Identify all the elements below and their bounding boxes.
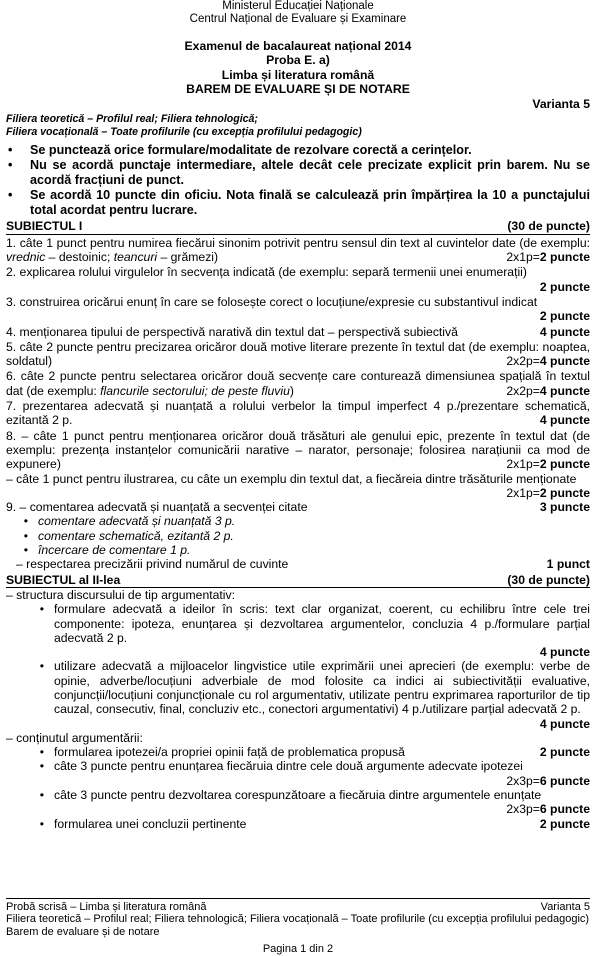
filiera-line-1: Filiera teoretică – Profilul real; Filiera tehnologică;: [6, 113, 258, 126]
item-4: 4. menționarea tipului de perspectivă narativă din textul dat – perspectivă subiectivă 4 puncte: [6, 324, 590, 339]
item-2: 2. explicarea rolului virgulelor în secvența indicată (de exemplu: separă termenii unei enumerații) 2 puncte: [6, 265, 590, 294]
content-item-1: • formularea ipotezei/a propriei opinii față de problematica propusă 2 puncte: [39, 745, 590, 760]
item-9-sub: • încercare de comentare 1 p.: [23, 543, 191, 558]
rule-item: • Nu se acordă punctaje intermediare, altele decât cele precizate explicit prin barem. Nu se acordă fracțiuni de punct.: [8, 158, 590, 188]
section-2-title: SUBIECTUL al II-lea: [6, 572, 121, 587]
footer-barem: Barem de evaluare și de notare: [6, 925, 160, 938]
section-1-points: (30 de puncte): [507, 219, 590, 234]
document-page: [6, 0, 590, 955]
item-9-words-score: 1 punct: [546, 557, 590, 572]
rule-item: • Se acordă 10 puncte din oficiu. Nota finală se calculează prin împărțirea la 10 a punctajului total acordat pentru lucrare.: [8, 188, 590, 218]
content-item-3: • câte 3 puncte pentru dezvoltarea corespunzătoare a fiecăruia dintre argumentele enunțate 2x3p=6 puncte: [39, 788, 590, 817]
exam-title: Examenul de bacalaureat național 2014: [184, 39, 412, 53]
structure-item-2: • utilizare adecvată a mijloacelor lingvistice utile exprimării unei aprecieri (de exemplu: verbe de opinie, adverbe/locuțiuni adverbiale de mod folosite ca indici ai subiectivității evaluative, conjuncții/locuțiuni conjuncționale cu rol argumentativ, utilizate pentru exprimarea raporturilor de tip cauzal, consecutiv, final, concluziv etc., conectori argumentativi) 4 p./utilizare parțial adecvată 2 p. 4 puncte: [39, 659, 590, 731]
general-rules: [6, 143, 590, 218]
variant-label: Varianta 5: [532, 97, 590, 112]
content-item-4: • formularea unei concluzii pertinente 2 puncte: [39, 816, 590, 831]
item-3: 3. construirea oricărui enunț în care se folosește corect o locuțiune/expresie cu substantivul indicat 2 puncte: [6, 294, 590, 324]
footer-variant: Varianta 5: [540, 901, 590, 913]
section-1-title: SUBIECTUL I: [6, 219, 83, 234]
content-heading: – conținutul argumentării:: [6, 730, 143, 745]
footer-filiera: Filiera teoretică – Profilul real; Filiera tehnologică; Filiera vocațională – Toate profilurile (cu excepția profilului pedagogic): [6, 913, 590, 926]
section-2-points: (30 de puncte): [507, 572, 590, 587]
item-2-score: 2 puncte: [539, 279, 590, 294]
structure-item-1: • formulare adecvată a ideilor în scris: text clar organizat, coerent, cu echilibru între cele trei componente: ipoteza, enunțarea și dezvoltarea argumentelor, concluzia 4 p./formulare parțial adecvată 2 p. 4 puncte: [39, 602, 590, 660]
item-6: 6. câte 2 puncte pentru selectarea oricăror două secvențe care conturează dimensiunea spațială în textul dat (de exemplu: flancurile sectorului; de peste fluviu) 2x2p=4 puncte: [6, 369, 590, 398]
barem-title: BAREM DE EVALUARE ȘI DE NOTARE: [186, 81, 410, 96]
item-9: 9. – comentarea adecvată și nuanțată a secvenței citate 3 puncte • comentare adecvată și nuanțată 3 p. • comentare schematică, ezitantă 2 p. • încercare de comentare 1 p. – respectarea precizării privind numărul de cuvinte 1 punct: [6, 500, 590, 572]
item-8: 8. – câte 1 punct pentru menționarea oricăror două trăsături ale genului epic, prezente în textul dat (de exemplu: prezența instanțelor comunicării narative – narator, personaje; folosirea narațiunii ca mod de expunere) 2x1p=2 puncte – câte 1 punct pentru ilustrarea, cu câte un exemplu din textul dat, a fiecăreia dintre trăsăturile menționate 2x1p=2 puncte: [6, 428, 590, 500]
item-5: 5. câte 2 puncte pentru precizarea oricăror două motive literare prezente în textul dat (de exemplu: noaptea, soldatul) 2x2p=4 puncte: [6, 339, 590, 369]
item-9-score: 3 puncte: [539, 500, 590, 515]
item-7: 7. prezentarea adecvată și nuanțată a rolului verbelor la timpul imperfect 4 p./prezentare schematică, ezitantă 2 p. 4 puncte: [6, 399, 590, 428]
item-3-score: 2 puncte: [539, 309, 590, 324]
item-7-score: 4 puncte: [539, 413, 590, 428]
page-number: Pagina 1 din 2: [262, 943, 334, 956]
page-footer: [6, 898, 590, 956]
filiera-line-2: Filiera vocațională – Toate profilurile (cu excepția profilului pedagogic): [6, 126, 362, 139]
section-2-header: [6, 573, 590, 588]
subject-title: Limba și literatura română: [221, 67, 375, 82]
content-item-2: • câte 3 puncte pentru enunțarea fiecăruia dintre cele două argumente adecvate ipotezei 2x3p=6 puncte: [39, 759, 590, 788]
center-line: Centrul Național de Evaluare și Examinare: [189, 13, 407, 25]
item-9-sub: • comentare schematică, ezitantă 2 p.: [23, 528, 234, 543]
rule-item: • Se punctează orice formulare/modalitate de rezolvare corectă a cerințelor.: [8, 143, 472, 158]
item-1: 1. câte 1 punct pentru numirea fiecărui sinonim potrivit pentru sensul din text al cuvintelor date (de exemplu: vrednic – destoinic; teancuri – grămezi) 2x1p=2 puncte: [6, 235, 590, 265]
section-1-header: [6, 219, 590, 234]
structure-heading: – structura discursului de tip argumentativ:: [6, 587, 235, 602]
footer-exam: Probă scrisă – Limba și literatura română: [6, 901, 207, 913]
proba-title: Proba E. a): [266, 53, 330, 68]
item-9-sub: • comentare adecvată și nuanțată 3 p.: [23, 514, 236, 529]
ministry-line: Ministerul Educației Naționale: [222, 0, 374, 12]
item-4-score: 4 puncte: [539, 324, 590, 339]
